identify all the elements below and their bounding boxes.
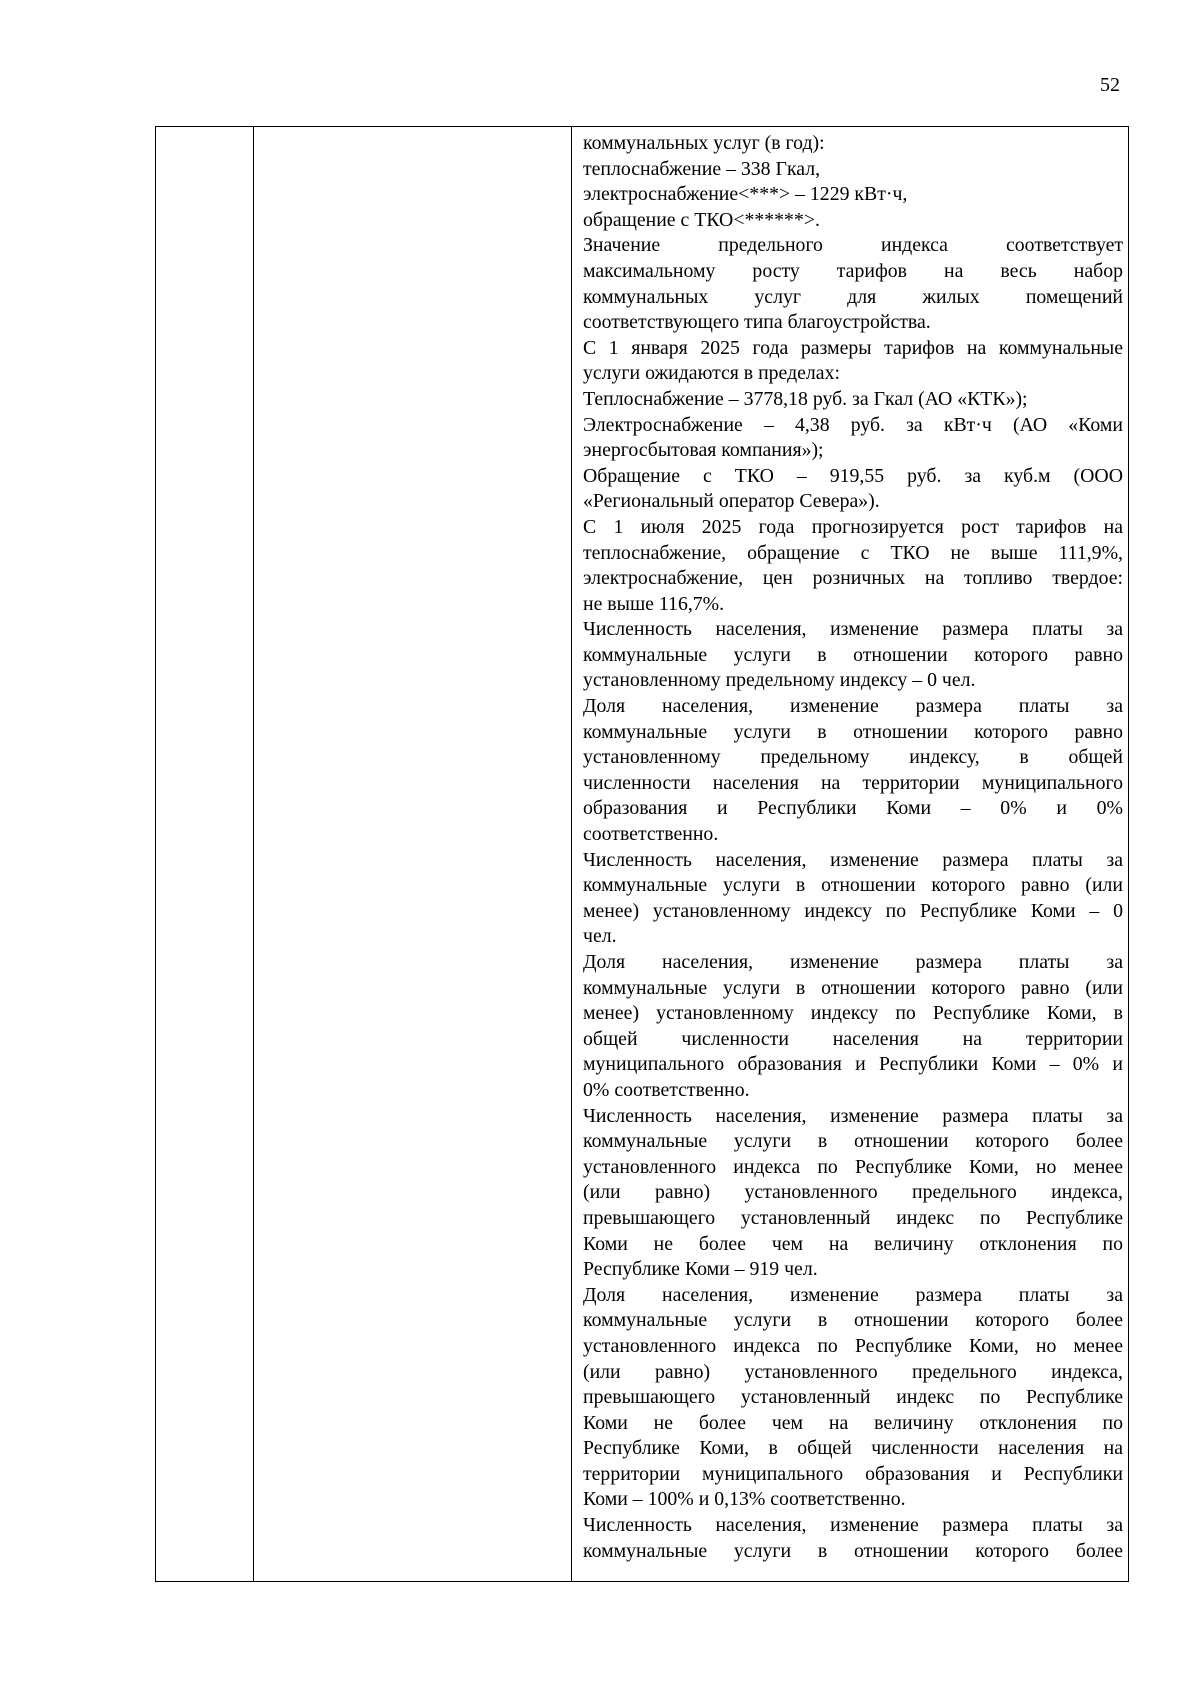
text-line: соответствующего типа благоустройства. — [583, 311, 931, 334]
text-line: превышающего установленный индекс по Республике — [583, 1386, 1123, 1409]
text-line: Республике Коми – 919 чел. — [583, 1258, 818, 1281]
text-line: коммунальные услуги в отношении которого равно (или — [583, 976, 1123, 999]
column-divider — [253, 127, 254, 1581]
text-line: Республике Коми, в общей численности населения на — [583, 1437, 1123, 1460]
text-line: менее) установленному индексу по Республике Коми, в — [583, 1002, 1123, 1025]
text-line: Электроснабжение – 4,38 руб. за кВт·ч (АО «Коми — [583, 413, 1123, 436]
text-line: установленного индекса по Республике Коми, но менее — [583, 1155, 1123, 1178]
text-line: общей численности населения на территории — [583, 1027, 1123, 1050]
text-line: установленному предельному индексу, в общей — [583, 746, 1123, 769]
text-line: Коми не более чем на величину отклонения по — [583, 1411, 1123, 1434]
text-line: Значение предельного индекса соответствует — [583, 234, 1123, 257]
text-line: установленному предельному индексу – 0 чел. — [583, 669, 976, 692]
text-line: Коми не более чем на величину отклонения по — [583, 1232, 1123, 1255]
text-line: услуги ожидаются в пределах: — [583, 362, 840, 385]
text-line: электроснабжение<***> – 1229 кВт·ч, — [583, 183, 908, 206]
text-line: электроснабжение, цен розничных на топливо твердое: — [583, 567, 1123, 590]
text-line: коммунальные услуги в отношении которого более — [583, 1309, 1123, 1332]
text-line: коммунальные услуги в отношении которого равно (или — [583, 874, 1123, 897]
text-line: 0% соответственно. — [583, 1078, 750, 1101]
text-line: коммунальные услуги в отношении которого равно — [583, 643, 1123, 666]
table-cell-text — [583, 131, 1123, 1564]
text-line: коммунальные услуги в отношении которого более — [583, 1130, 1123, 1153]
text-line: коммунальные услуги в отношении которого более — [583, 1539, 1123, 1562]
text-line: не выше 116,7%. — [583, 592, 725, 615]
text-line: Доля населения, изменение размера платы за — [583, 1283, 1123, 1306]
text-line: энергосбытовая компания»); — [583, 439, 824, 462]
text-line: соответственно. — [583, 823, 719, 846]
text-line: превышающего установленный индекс по Республике — [583, 1206, 1123, 1229]
text-line: Численность населения, изменение размера платы за — [583, 1104, 1123, 1127]
text-line: образования и Республики Коми – 0% и 0% — [583, 797, 1123, 820]
text-line: Доля населения, изменение размера платы за — [583, 951, 1123, 973]
text-line: Численность населения, изменение размера платы за — [583, 848, 1123, 871]
text-line: установленного индекса по Республике Коми, но менее — [583, 1334, 1123, 1357]
text-line: С 1 июля 2025 года прогнозируется рост тарифов на — [583, 515, 1123, 538]
text-line: Доля населения, изменение размера платы за — [583, 695, 1123, 718]
text-line: максимальному росту тарифов на весь набор — [583, 259, 1123, 282]
text-line: муниципального образования и Республики Коми – 0% и — [583, 1053, 1123, 1076]
text-line: чел. — [583, 925, 617, 948]
text-line: С 1 января 2025 года размеры тарифов на коммунальные — [583, 336, 1123, 359]
text-line: (или равно) установленного предельного индекса, — [583, 1360, 1123, 1383]
text-line: Теплоснабжение – 3778,18 руб. за Гкал (АО «КТК»); — [583, 387, 1028, 410]
text-line: Численность населения, изменение размера платы за — [583, 618, 1123, 641]
column-divider — [571, 127, 572, 1581]
text-line: численности населения на территории муниципального — [583, 771, 1123, 794]
text-line: (или равно) установленного предельного индекса, — [583, 1181, 1123, 1204]
text-line: коммунальные услуги в отношении которого равно — [583, 720, 1123, 743]
text-line: коммунальных услуг для жилых помещений — [583, 285, 1123, 308]
page-number: 52 — [1100, 74, 1120, 96]
text-line: теплоснабжение, обращение с ТКО не выше 111,9%, — [583, 541, 1123, 564]
text-line: обращение с ТКО<******>. — [583, 208, 820, 231]
text-line: Коми – 100% и 0,13% соответственно. — [583, 1488, 906, 1511]
text-line: «Региональный оператор Севера»). — [583, 490, 880, 513]
text-line: менее) установленному индексу по Республике Коми – 0 — [583, 899, 1123, 922]
text-line: коммунальных услуг (в год): — [583, 132, 825, 154]
text-line: территории муниципального образования и Республики — [583, 1462, 1123, 1485]
text-line: теплоснабжение – 338 Гкал, — [583, 157, 821, 180]
text-line: Численность населения, изменение размера платы за — [583, 1514, 1123, 1537]
document-table — [155, 126, 1129, 1582]
text-line: Обращение с ТКО – 919,55 руб. за куб.м (ООО — [583, 464, 1123, 487]
